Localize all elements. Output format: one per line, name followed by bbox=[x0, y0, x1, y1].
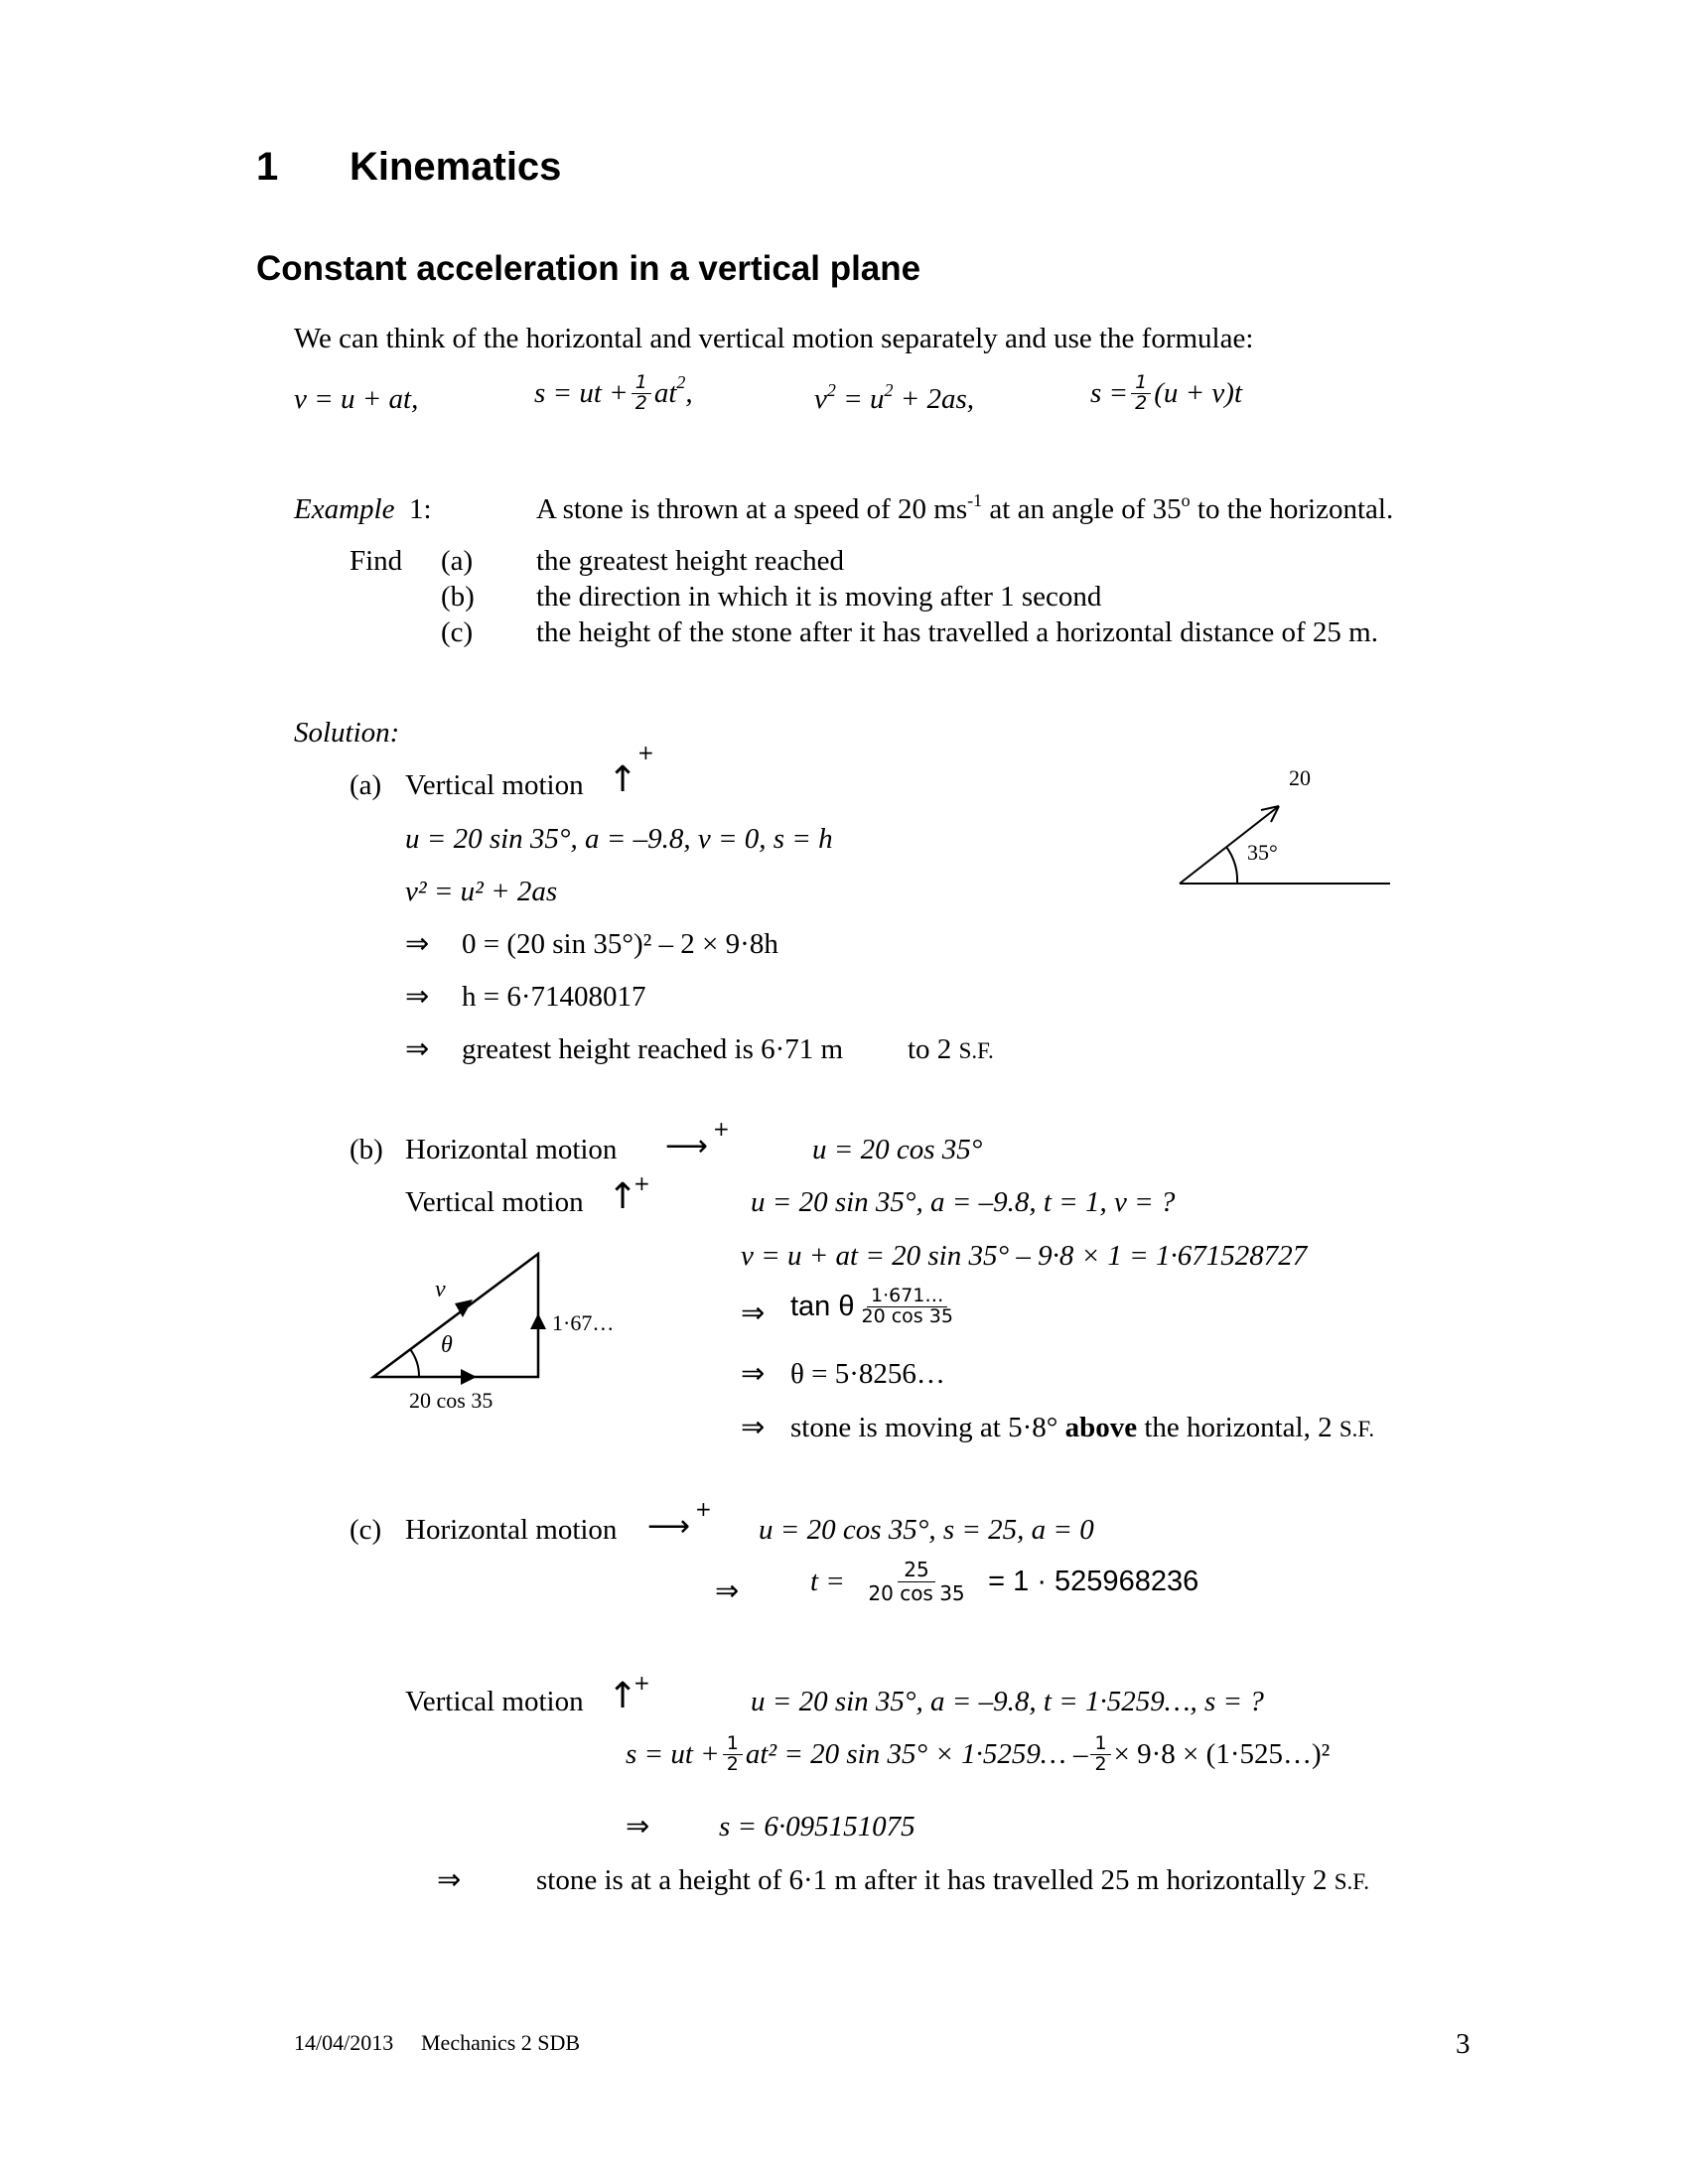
part-c-conclusion: stone is at a height of 6·1 m after it has travelled 25 m horizontally 2 S.F. bbox=[536, 1864, 1369, 1896]
part-c-s-calc: s = ut + $\frac{1}{2}$ at² = 20 sin 35° × 1·5259… – $\frac{1}{2}$ × 9·8 × (1·525…)² bbox=[626, 1732, 1331, 1775]
formula-s-ut: s = ut + $\frac{1}{2}$ $at^2$, bbox=[534, 371, 693, 414]
formula-v-u-at: v = u + at, bbox=[294, 383, 419, 415]
formula-v2-u2-2as: $v^2 = u^2 + 2as$, bbox=[814, 380, 975, 415]
part-a-sf: to 2 S.F. bbox=[908, 1033, 994, 1065]
diagram-speed-label: 20 bbox=[1289, 765, 1311, 790]
implies-symbol: ⇒ bbox=[741, 1297, 766, 1329]
formula-s-average: s = $\frac{1}{2}$ (u + v)t bbox=[1090, 371, 1243, 414]
part-b-tan: tan θ $\frac{1\cdot 671\dots}{20 \cos 35}$ bbox=[790, 1285, 953, 1327]
section-title: Constant acceleration in a vertical plane bbox=[256, 249, 921, 288]
part-a-line3: 0 = (20 sin 35°)² – 2 × 9·8h bbox=[462, 928, 778, 960]
part-c-h-eq: u = 20 cos 35°, s = 25, a = 0 bbox=[759, 1514, 1094, 1546]
part-b-theta: θ = 5·8256… bbox=[790, 1358, 945, 1390]
velocity-triangle-diagram bbox=[367, 1246, 546, 1385]
up-arrow-icon: ↑ bbox=[608, 1176, 638, 1217]
implies-symbol: ⇒ bbox=[437, 1864, 462, 1896]
part-b-h-eq: u = 20 cos 35° bbox=[812, 1134, 983, 1165]
part-b-v-eq: u = 20 sin 35°, a = –9.8, t = 1, v = ? bbox=[751, 1186, 1176, 1218]
implies-symbol: ⇒ bbox=[405, 928, 430, 960]
part-a-label: (a) bbox=[350, 769, 382, 801]
implies-symbol: ⇒ bbox=[741, 1412, 766, 1443]
part-text-a: the greatest height reached bbox=[536, 545, 844, 577]
implies-symbol: ⇒ bbox=[405, 1033, 430, 1065]
solution-label: Solution: bbox=[294, 717, 400, 749]
part-c-s-result: s = 6·095151075 bbox=[719, 1811, 915, 1843]
part-text-c: the height of the stone after it has travelled a horizontal distance of 25 m. bbox=[536, 616, 1378, 648]
part-a-line5: greatest height reached is 6·71 m bbox=[462, 1033, 844, 1065]
part-b-horiz: Horizontal motion bbox=[405, 1134, 618, 1165]
footer-date: 14/04/2013 bbox=[294, 2030, 394, 2055]
chapter-title: Kinematics bbox=[350, 145, 562, 189]
triangle-base-label: 20 cos 35 bbox=[409, 1388, 493, 1413]
part-label-a: (a) bbox=[441, 545, 474, 577]
part-label-b: (b) bbox=[441, 581, 475, 613]
plus-sign: + bbox=[695, 1497, 712, 1521]
part-b-conclusion: stone is moving at 5·8° above the horizontal, 2 S.F. bbox=[790, 1412, 1375, 1443]
footer-title: Mechanics 2 SDB bbox=[421, 2030, 581, 2055]
page-number: 3 bbox=[1456, 2028, 1471, 2060]
up-arrow-icon: ↑ bbox=[608, 1676, 638, 1716]
implies-symbol: ⇒ bbox=[626, 1811, 650, 1843]
up-arrow-icon: ↑ bbox=[608, 759, 638, 800]
part-text-b: the direction in which it is moving after 1 second bbox=[536, 581, 1102, 613]
part-c-v-eq: u = 20 sin 35°, a = –9.8, t = 1·5259…, s = ? bbox=[751, 1686, 1264, 1717]
intro-text: We can think of the horizontal and vertical motion separately and use the formulae: bbox=[294, 323, 1254, 354]
example-label: Example 1: bbox=[294, 493, 432, 525]
plus-sign: + bbox=[637, 741, 654, 764]
part-c-t-calc: t = $\frac{25}{20 \cos 35}$ = 1 · 525968236 bbox=[810, 1558, 1199, 1605]
find-label: Find bbox=[350, 545, 403, 577]
triangle-theta-label: θ bbox=[441, 1332, 453, 1358]
implies-symbol: ⇒ bbox=[405, 981, 430, 1013]
part-a-line1: u = 20 sin 35°, a = –9.8, v = 0, s = h bbox=[405, 823, 833, 855]
plus-sign: + bbox=[713, 1117, 730, 1141]
triangle-side-label: 1·67… bbox=[552, 1310, 615, 1335]
triangle-v-label: v bbox=[435, 1277, 446, 1302]
part-c-horiz: Horizontal motion bbox=[405, 1514, 618, 1546]
right-arrow-icon: ⟶ bbox=[647, 1509, 691, 1544]
part-c-label: (c) bbox=[350, 1514, 382, 1546]
plus-sign: + bbox=[633, 1171, 650, 1195]
part-b-label: (b) bbox=[350, 1134, 383, 1165]
part-a-line2: v² = u² + 2as bbox=[405, 876, 558, 907]
part-a-line4: h = 6·71408017 bbox=[462, 981, 646, 1013]
implies-symbol: ⇒ bbox=[715, 1575, 740, 1607]
part-b-vert: Vertical motion bbox=[405, 1186, 584, 1218]
right-arrow-icon: ⟶ bbox=[665, 1129, 709, 1163]
example-statement: A stone is thrown at a speed of 20 $ms^{-1}$ at an angle of 35$^o$ to the horizontal. bbox=[536, 490, 1394, 525]
implies-symbol: ⇒ bbox=[741, 1358, 766, 1390]
part-label-c: (c) bbox=[441, 616, 474, 648]
chapter-number: 1 bbox=[256, 145, 279, 189]
part-b-v-calc: v = u + at = 20 sin 35° – 9·8 × 1 = 1·671528727 bbox=[741, 1240, 1308, 1272]
plus-sign: + bbox=[633, 1671, 650, 1695]
part-c-vert: Vertical motion bbox=[405, 1686, 584, 1717]
diagram-angle-label: 35° bbox=[1247, 840, 1278, 865]
part-a-heading: Vertical motion bbox=[405, 769, 584, 801]
